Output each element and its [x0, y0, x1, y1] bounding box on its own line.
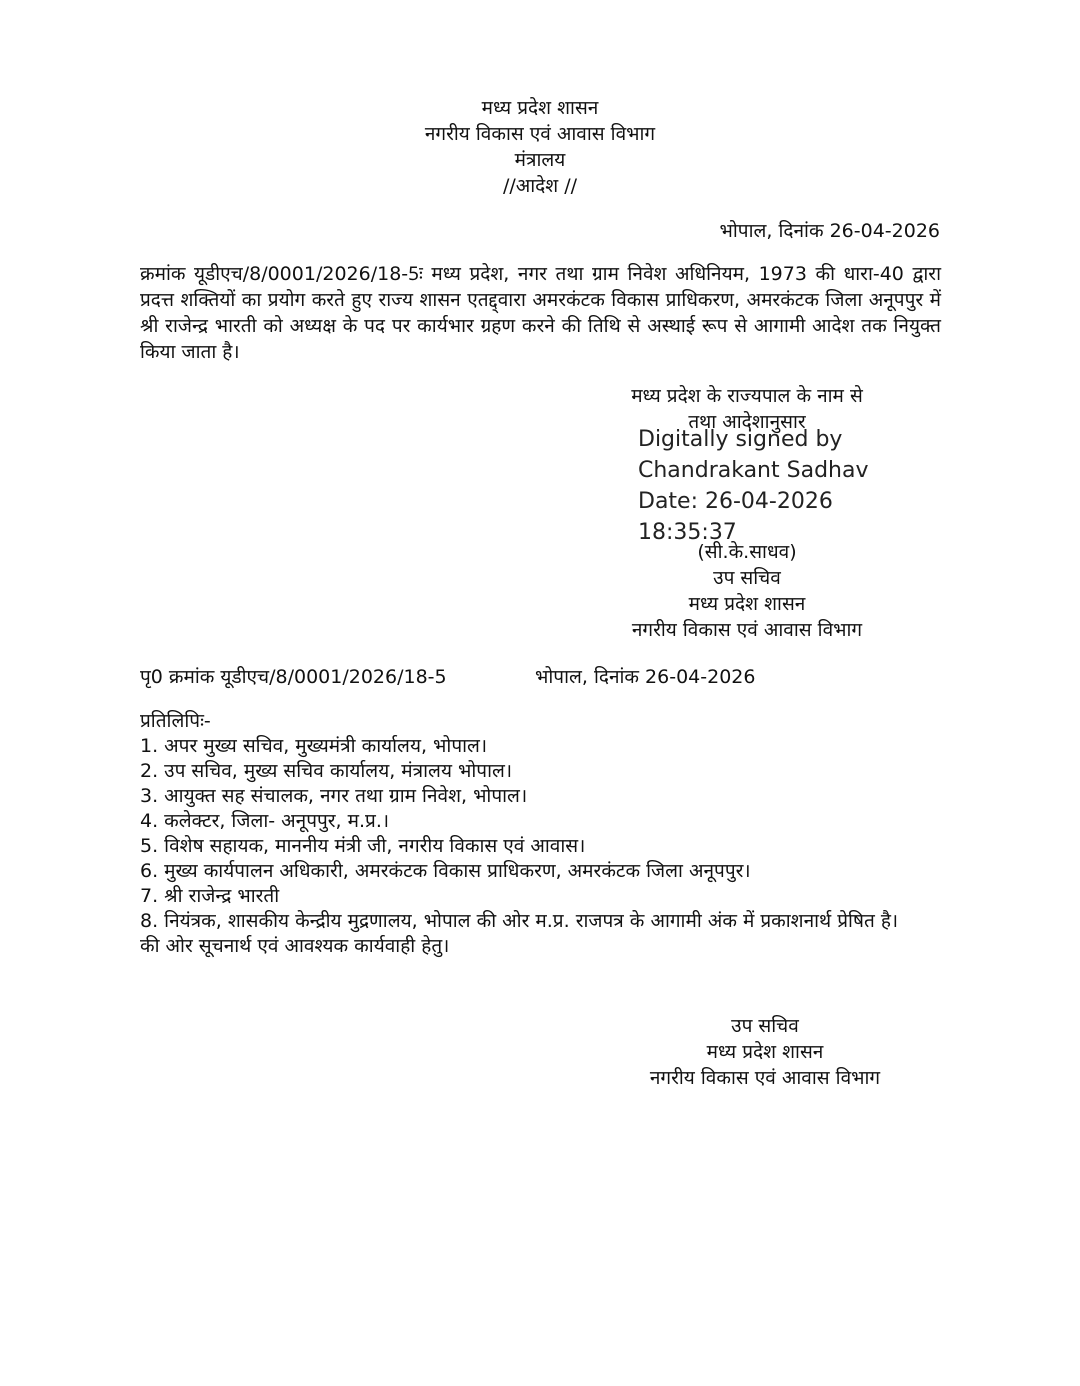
copy-list-item: 1. अपर मुख्य सचिव, मुख्यमंत्री कार्यालय, भोपाल। [140, 735, 488, 757]
copy-list-item: 7. श्री राजेन्द्र भारती [140, 885, 280, 907]
signatory-block [597, 539, 897, 643]
order-date: भोपाल, दिनांक 26-04-2026 [719, 220, 940, 242]
header-ministry: मंत्रालय [514, 149, 566, 171]
copy-list-item: 8. नियंत्रक, शासकीय केन्द्रीय मुद्रणालय, भोपाल की ओर म.प्र. राजपत्र के आगामी अंक में प्रकाशनार्थ प्रेषित है। [140, 910, 899, 932]
copy-section [140, 709, 941, 959]
endorsement-date: भोपाल, दिनांक 26-04-2026 [535, 666, 756, 688]
signatory-name: (सी.के.साधव) [697, 541, 797, 563]
digital-signature-line-3: Date: 26-04-2026 [638, 489, 833, 514]
copy-list-item: 4. कलेक्टर, जिला- अनूपपुर, म.प्र.। [140, 810, 390, 832]
digital-signature-line-1: Digitally signed by [638, 427, 843, 452]
copy-list-item: 6. मुख्य कार्यपालन अधिकारी, अमरकंटक विकास प्राधिकरण, अमरकंटक जिला अनूपपुर। [140, 860, 751, 882]
digital-signature [638, 424, 868, 548]
copy-footer: की ओर सूचनार्थ एवं आवश्यक कार्यवाही हेतु। [140, 935, 450, 957]
header-order-title: //आदेश // [502, 175, 578, 197]
copy-list-item: 3. आयुक्त सह संचालक, नगर तथा ग्राम निवेश, भोपाल। [140, 785, 528, 807]
footer-signatory-block [615, 1013, 915, 1091]
authority-line-2: तथा आदेशानुसार [688, 411, 806, 433]
footer-signatory-org-2: नगरीय विकास एवं आवास विभाग [649, 1067, 881, 1089]
order-body: क्रमांक यूडीएच/8/0001/2026/18-5ः मध्य प्रदेश, नगर तथा ग्राम निवेश अधिनियम, 1973 की धारा-40 द्वारा प्रदत्त शक्तियों का प्रयोग करते हुए राज्य शासन एतद्द्वारा अमरकंटक विकास प्राधिकरण, अमरकंटक जिला अनूपपुर में श्री राजेन्द्र भारती को अध्यक्ष के पद पर कार्यभार ग्रहण करने की तिथि से अस्थाई रूप से आगामी आदेश तक नियुक्त किया जाता है। [140, 263, 941, 363]
endorsement-number: पृ0 क्रमांक यूडीएच/8/0001/2026/18-5 [140, 666, 447, 688]
footer-signatory-org-1: मध्य प्रदेश शासन [706, 1041, 824, 1063]
header-department: नगरीय विकास एवं आवास विभाग [424, 123, 656, 145]
signatory-designation: उप सचिव [713, 567, 781, 589]
signatory-org-2: नगरीय विकास एवं आवास विभाग [631, 619, 863, 641]
copy-list-item: 5. विशेष सहायक, माननीय मंत्री जी, नगरीय विकास एवं आवास। [140, 835, 586, 857]
footer-signatory-designation: उप सचिव [731, 1015, 799, 1037]
header-government: मध्य प्रदेश शासन [481, 97, 599, 119]
digital-signature-line-4: 18:35:37 [638, 520, 737, 545]
copy-list-item: 2. उप सचिव, मुख्य सचिव कार्यालय, मंत्रालय भोपाल। [140, 760, 513, 782]
authority-line-1: मध्य प्रदेश के राज्यपाल के नाम से [631, 385, 863, 407]
signatory-org-1: मध्य प्रदेश शासन [688, 593, 806, 615]
digital-signature-line-2: Chandrakant Sadhav [638, 458, 869, 483]
copy-heading: प्रतिलिपिः- [140, 710, 211, 732]
